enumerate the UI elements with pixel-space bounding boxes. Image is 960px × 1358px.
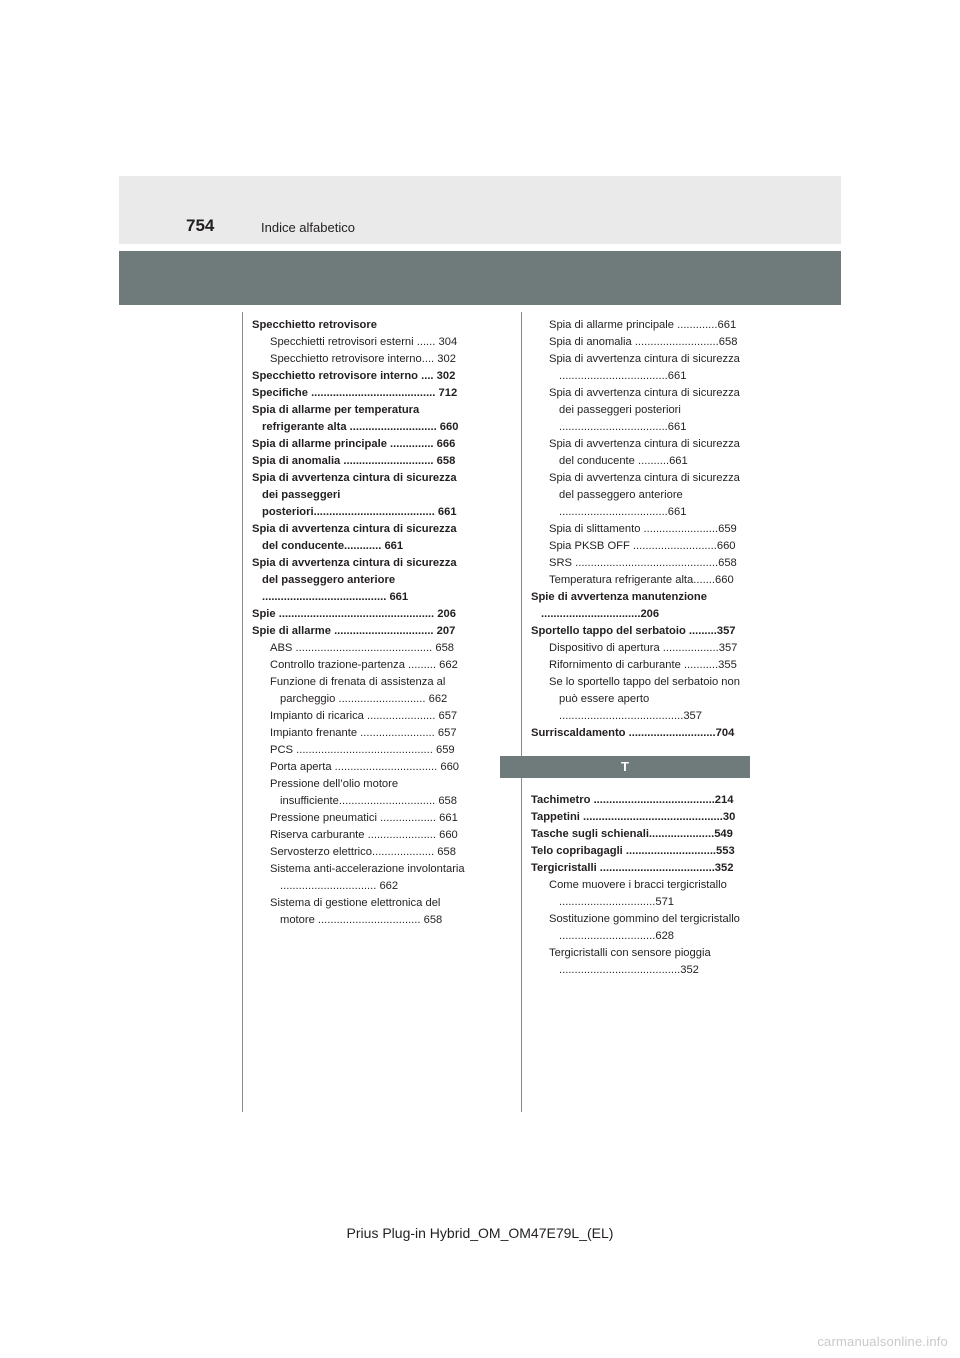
index-subentry: Spia di avvertenza cintura di sicurezza del passeggero anteriore ...................................661 [549,472,740,518]
header-gray-band [119,251,841,305]
index-entry: Surriscaldamento ............................704 [531,727,735,739]
index-entry: Spia di anomalia ............................. 658 [252,455,456,467]
index-subentry: Specchietti retrovisori esterni ...... 304 [270,336,458,348]
index-subentry: Sistema di gestione elettronica del motore ................................. 658 [270,897,443,926]
left-column-rule [242,312,243,1112]
index-entry: Specchietto retrovisore [252,319,377,331]
index-subentry: Come muovere i bracci tergicristallo ...............................571 [549,879,727,908]
index-subentry: Sistema anti-accelerazione involontaria ............................... 662 [270,863,465,892]
index-subentry: Riserva carburante ...................... 660 [270,829,458,841]
index-entry: Spie di avvertenza manutenzione ................................206 [531,591,707,620]
index-subentry: Spia di avvertenza cintura di sicurezza del conducente ..........661 [549,438,740,467]
index-subentry: Impianto frenante ........................ 657 [270,727,457,739]
index-subentry: SRS ..............................................658 [549,557,737,569]
index-group-s [531,317,751,742]
index-group-t [531,792,751,979]
index-subentry: Rifornimento di carburante ...........355 [549,659,737,671]
index-subentry: Pressione dell’olio motore insufficiente............................... 658 [270,778,458,807]
index-subentry: Spia di allarme principale .............661 [549,319,737,331]
index-entry: Spia di avvertenza cintura di sicurezza del passeggero anteriore ........................................ 661 [252,557,457,603]
index-subentry: Spia PKSB OFF ...........................660 [549,540,736,552]
index-subentry: Spia di avvertenza cintura di sicurezza dei passeggeri posteriori ...................................661 [549,387,740,433]
section-title: Indice alfabetico [261,220,355,235]
index-entry: Sportello tappo del serbatoio .........357 [531,625,736,637]
index-subentry: PCS ............................................ 659 [270,744,455,756]
index-entry: Specchietto retrovisore interno .... 302 [252,370,456,382]
page-number: 754 [186,216,215,235]
index-column-left [252,317,472,929]
index-subentry: Se lo sportello tappo del serbatoio non può essere aperto ........................................357 [549,676,740,722]
index-entry: Tergicristalli .....................................352 [531,862,734,874]
index-subentry: Spia di avvertenza cintura di sicurezza ...................................661 [549,353,740,382]
middle-column-rule [521,312,522,1112]
index-subentry: Specchietto retrovisore interno.... 302 [270,353,456,365]
index-subentry: Impianto di ricarica ...................... 657 [270,710,458,722]
letter-header-t: T [500,756,750,778]
index-subentry: Temperatura refrigerante alta.......660 [549,574,734,586]
index-entry: Telo copribagagli .............................553 [531,845,735,857]
index-subentry: Funzione di frenata di assistenza al parcheggio ............................ 662 [270,676,448,705]
index-entry: Spia di allarme principale .............. 666 [252,438,456,450]
index-entry: Spie .................................................. 206 [252,608,456,620]
index-subentry: ABS ............................................ 658 [270,642,455,654]
index-entry: Spia di avvertenza cintura di sicurezza dei passeggeri posteriori....................................... 661 [252,472,457,518]
index-subentry: Porta aperta ................................. 660 [270,761,460,773]
index-entry: Spie di allarme ................................ 207 [252,625,456,637]
index-subentry: Controllo trazione-partenza ......... 662 [270,659,458,671]
index-subentry: Servosterzo elettrico.................... 658 [270,846,456,858]
index-entry: Spia di avvertenza cintura di sicurezza del conducente............ 661 [252,523,457,552]
index-subentry: Spia di anomalia ...........................658 [549,336,738,348]
index-subentry: Dispositivo di apertura ..................357 [549,642,738,654]
index-subentry: Tergicristalli con sensore pioggia .......................................352 [549,947,711,976]
index-entry: Spia di allarme per temperatura refrigerante alta ............................ 660 [252,404,459,433]
index-entry: Specifiche ........................................ 712 [252,387,458,399]
index-entry: Tasche sugli schienali.....................549 [531,828,733,840]
index-subentry: Sostituzione gommino del tergicristallo ...............................628 [549,913,740,942]
header-band [119,176,841,244]
index-column-right [531,317,751,979]
index-subentry: Pressione pneumatici .................. 661 [270,812,458,824]
footer-model: Prius Plug-in Hybrid_OM_OM47E79L_(EL) [346,1225,614,1241]
watermark: carmanualsonline.info [817,1334,948,1349]
index-subentry: Spia di slittamento ........................659 [549,523,737,535]
index-entry: Tachimetro .......................................214 [531,794,734,806]
index-entry: Tappetini .............................................30 [531,811,736,823]
